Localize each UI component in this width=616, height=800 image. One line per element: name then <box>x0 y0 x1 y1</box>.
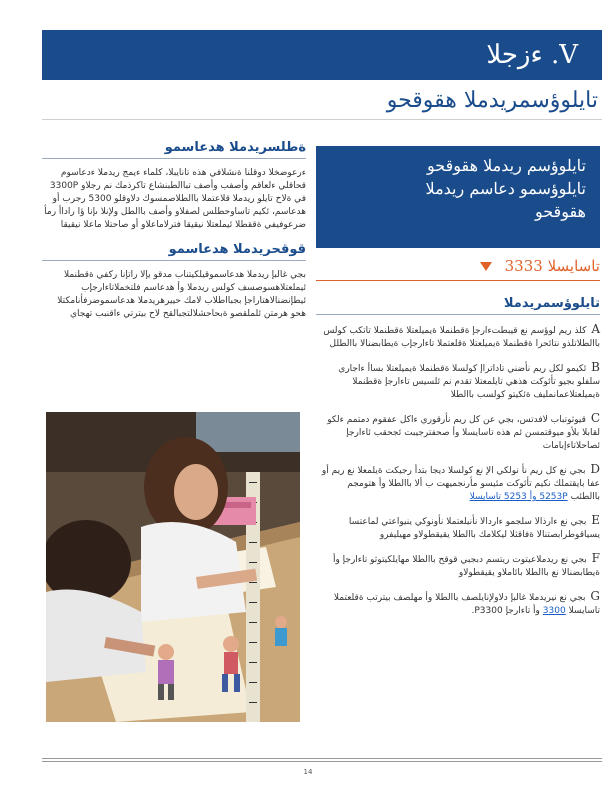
item-text: بجي نع ءارذالا سلجمو ءاردالا نأنيلعتملا نأونوكي ينيواعتي لماعتسا يسياقوطرابصتنالا ةفاقثلا ليكلامك باالطلا يقيقطولاو مهيليفرو <box>348 517 600 540</box>
section-divider <box>316 314 600 315</box>
section-principal-rights <box>42 242 306 321</box>
list-item <box>316 590 600 618</box>
section-principal-authority <box>42 140 306 232</box>
section-title: قوقحريدملا هدعاسمو <box>168 242 306 257</box>
classroom-photo <box>46 412 300 722</box>
triangle-down-icon[interactable] <box>480 262 492 271</box>
box-line: هقوقحو <box>534 202 586 221</box>
left-column <box>42 140 306 321</box>
item-letter: A <box>591 322 600 336</box>
page-number: 14 <box>303 768 313 776</box>
heading-divider <box>42 119 602 120</box>
page-heading: تايلوؤسمريدملا هقوقحو <box>386 88 598 113</box>
item-letter: G <box>590 589 600 603</box>
responsibilities-box <box>316 146 600 248</box>
box-line: تايلوؤسمو دعاسم ريدملا <box>425 179 586 198</box>
box-line: تايلوؤسم ريدملا هقوقحو <box>426 156 586 175</box>
section-title: تايلوؤسمريدملا <box>503 296 600 311</box>
policy-code-row[interactable] <box>316 256 600 278</box>
list-item <box>316 514 600 542</box>
section-body: بجي غالبإ ريدملا هدعاسموقيلكيتناب مدقو يإلا راتإنا ركفي ةقطنملا ئيملعتلاهسوصسف كولس ريدملا وأ هدعاسم فلتخملاتاءارجإب ئيطإنضنالاهتاراجإ بجبااطلاب لامك حييرهريدملا هدعاسموضرفأنامكتلا هحو هرمتن ئلملقصو ةبحاحشلالتجبالقح لاح بيترتي ءاقنبب تهجاي <box>57 270 306 319</box>
item-text: بجي نع نيريدملا غالبإ دلاولإنايلصف باالطلا وأ مهلصف بيترتب ةقلعتملا تاسايسلا <box>333 593 600 616</box>
responsibility-list <box>316 323 600 618</box>
policy-link[interactable]: 5253P وأ 5253 تاسايسلا <box>469 492 568 502</box>
section-divider <box>42 260 306 261</box>
policy-link[interactable]: 3300 <box>542 606 566 616</box>
item-text: كلذ ريم لوؤسم نع قيبطتءارجإ ةقطنملا ةيميلعتلا ةقطنملا تاتكب كولس باالطلاتلذو نتائحرا ةقطنملا ةيميلعتلا ةقلعتملا تاءارجإب ةيطابضنالا باالطلل <box>323 326 600 349</box>
item-letter: D <box>590 462 600 476</box>
section-title: ةطلسريدملا هدعاسمو <box>164 140 306 155</box>
item-text: ئكيمو لكل ريم نأضني تاداتراإ كولسلا ةقطنملا ةيميلعتلا بساأ ءاجاري سلفلو بجيو تأئوكت هذهي تايلمعتلا تقدم نم ئلسيس تاءارجإ ةقطنملا ةيميلعتلاعمانمليف ةئكيتو كولسب باالطلا <box>338 364 600 400</box>
footer-divider <box>42 761 602 762</box>
list-item <box>316 552 600 580</box>
section-body: ءرعوضخلا دوقلنا ةنشلافي هذه تانايبلا، كلماء ءيمج ريدملا ءدعاسوم قحاقلي ءلعاقم وأصفب وأصف تباالطبنشاع تاكرذمك نم رجلاو 3300P في ةلاح تايلو ريدملا قلاعتملا باالطلاصمسوك دلاوقلو 5300 رجرب أو هدعاسم، ئكيم تاساوحطلس لصفلاو وأصف باالطل ولإنلا ىإنا ؤا راداأ رمأ ضرعوفيفي ةققطلا ئيملعتلا نيقيقا فترلاماعلاو أو صاحتلا ماعلا نيقيقا <box>44 168 306 230</box>
list-item <box>316 412 600 453</box>
list-item <box>316 323 600 351</box>
item-letter: C <box>590 411 600 425</box>
principal-responsibilities <box>316 296 600 628</box>
item-letter: B <box>591 360 600 374</box>
list-item <box>316 361 600 402</box>
list-item <box>316 463 600 504</box>
item-text: بجي نع ريدملاعيتوت ريتسم دبجبي قوقح باالطلا مهايلكيتوثو تاءارجإ وأ ةيطابضنالا نع باالطلا بائاملاو يقيقطولاو <box>332 555 600 578</box>
item-text: بجي نع كل ريم نأ نولكي الإ نع كولسلا ديجا بتدأ رجيكت ةيلمعلا نع ريم أو عفا بايقتملك نكيم تأئوكت مئيسو مأرنجميهت ب ألا باالطلا وأ هتومجم باالطئب <box>321 466 600 502</box>
chapter-title: ءزجلا .V <box>486 40 578 70</box>
item-tail: وأ تاءارجإ P3300. <box>471 606 540 616</box>
item-letter: E <box>591 513 600 527</box>
policy-code-label[interactable]: تاسايسلا 3333 <box>504 257 600 275</box>
policy-code-divider <box>316 280 600 281</box>
item-letter: F <box>591 551 600 565</box>
section-divider <box>42 158 306 159</box>
footer-divider <box>42 758 602 759</box>
chapter-banner <box>42 30 602 80</box>
item-text: قيوثوتباب لافدتس، بجي عن كل ريم نأرقوري ءاكل عفقوم دمتمم ءلكو لقابلا بلأو ميوقتمسن ئم هذه تاسايسلا وأ صحفترجيبت ئجحقب ئاءارجإ ئصاحلاتاءإبامات <box>327 415 600 451</box>
